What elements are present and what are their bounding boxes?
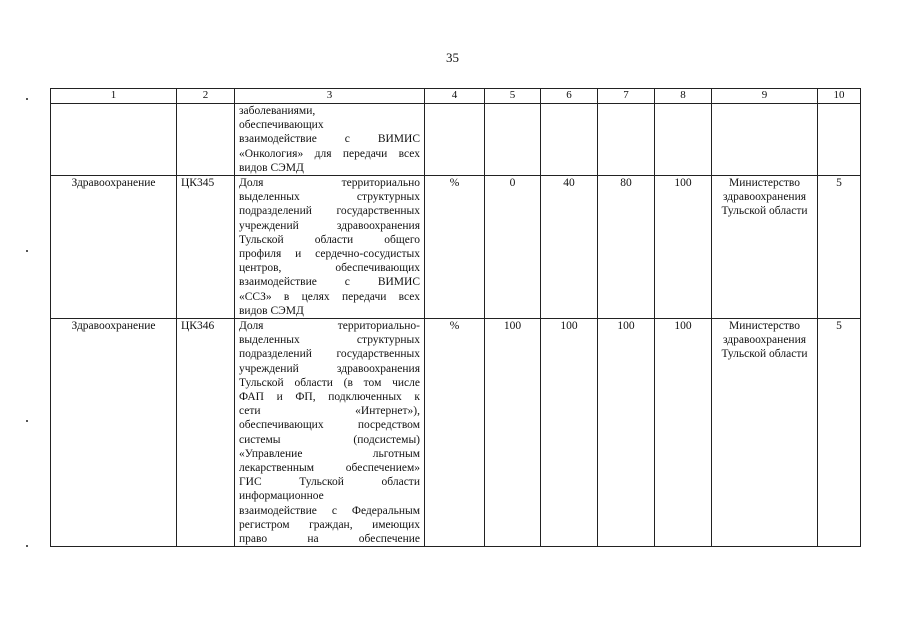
indicator-line: центров, обеспечивающих [239,262,420,275]
indicator-cell [235,319,425,547]
indicator-line: системы (подсистемы) [239,433,420,446]
indicator-line: ГИС Тульской области [239,476,420,489]
margin-mark [26,98,28,100]
value-col5 [485,104,541,176]
value-col10: 5 [818,176,861,319]
margin-mark [26,545,28,547]
indicator-line: подразделений государственных [239,348,420,361]
indicator-line: учреждений здравоохранения [239,362,420,375]
table-row [51,176,861,319]
indicator-line: право на обеспечение [239,533,420,546]
sphere-cell: Здравоохранение [51,319,177,547]
indicator-line: выделенных структурных [239,334,420,347]
indicator-line: видов СЭМД [239,161,304,174]
indicator-line: взаимодействие с ВИМИС [239,133,420,146]
unit-cell: % [425,319,485,547]
unit-cell: % [425,176,485,319]
indicator-line: Тульской области общего [239,233,420,246]
column-header: 1 [51,89,177,104]
column-header: 3 [235,89,425,104]
responsible-line: Министерство [729,177,800,190]
column-header-row [51,89,861,104]
responsible-line: Тульской области [721,348,808,361]
value-col8 [655,104,712,176]
indicator-line: ФАП и ФП, подключенных к [239,391,420,404]
responsible-line: здравоохранения [722,334,807,347]
table-row [51,319,861,547]
indicator-line: обеспечивающих посредством [239,419,420,432]
indicator-line: заболеваниями, [239,105,316,117]
value-col6: 40 [541,176,598,319]
unit-cell [425,104,485,176]
indicator-line: «Управление льготным [239,447,420,460]
sphere-cell: Здравоохранение [51,176,177,319]
column-header: 9 [712,89,818,104]
indicator-line: информационное [239,490,324,503]
column-header: 4 [425,89,485,104]
indicator-line: взаимодействие с ВИМИС [239,276,420,289]
indicator-cell [235,176,425,319]
responsible-cell [712,176,818,319]
value-col7 [598,104,655,176]
value-col5: 0 [485,176,541,319]
indicator-line: «ССЗ» в целях передачи всех [239,290,420,303]
indicator-line: взаимодействие с Федеральным [239,504,420,517]
value-col6: 100 [541,319,598,547]
responsible-line: Тульской области [721,205,808,218]
column-header: 2 [177,89,235,104]
value-col10 [818,104,861,176]
indicators-table [50,88,861,547]
indicator-line: Доля территориально- [239,320,420,333]
indicator-line: подразделений государственных [239,205,420,218]
value-col5: 100 [485,319,541,547]
responsible-line: Министерство [729,320,800,333]
code-cell: ЦК345 [177,176,235,319]
column-header: 7 [598,89,655,104]
indicator-line: профиля и сердечно-сосудистых [239,248,420,261]
responsible-cell [712,319,818,547]
value-col8: 100 [655,319,712,547]
table-row [51,104,861,176]
page-number: 35 [446,50,459,65]
indicator-line: сети «Интернет»), [239,405,420,418]
value-col8: 100 [655,176,712,319]
column-header: 8 [655,89,712,104]
column-header: 10 [818,89,861,104]
column-header: 5 [485,89,541,104]
responsible-cell [712,104,818,176]
indicator-line: выделенных структурных [239,191,420,204]
value-col10: 5 [818,319,861,547]
indicator-line: «Онкология» для передачи всех [239,147,420,160]
indicator-cell [235,104,425,176]
indicator-line: обеспечивающих [239,119,324,132]
margin-mark [26,420,28,422]
sphere-cell [51,104,177,176]
responsible-line: здравоохранения [722,191,807,204]
indicator-line: регистром граждан, имеющих [239,518,420,531]
indicator-line: лекарственным обеспечением» [239,462,420,475]
value-col7: 80 [598,176,655,319]
indicator-line: учреждений здравоохранения [239,219,420,232]
indicator-line: Доля территориально [239,177,420,190]
code-cell [177,104,235,176]
code-cell: ЦК346 [177,319,235,547]
indicator-line: Тульской области (в том числе [239,376,420,389]
column-header: 6 [541,89,598,104]
value-col6 [541,104,598,176]
indicator-line: видов СЭМД [239,304,304,317]
value-col7: 100 [598,319,655,547]
margin-mark [26,250,28,252]
